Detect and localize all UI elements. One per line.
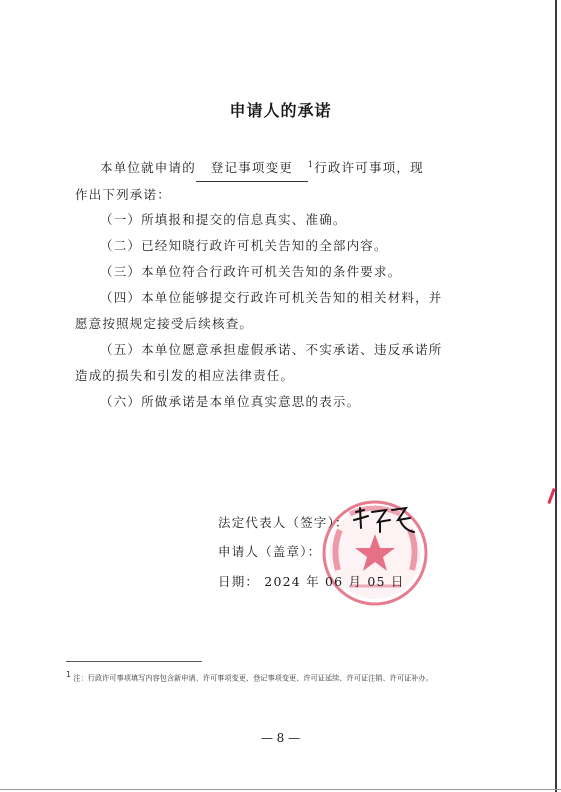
filled-item-field: 登记事项变更 [196,155,308,182]
intro-line-2: 作出下列承诺： [75,187,171,203]
commitment-item-5-cont: 造成的损失和引发的相应法律责任。 [75,368,295,383]
footnote-ref: 1 [307,160,315,169]
page-number: — 8 — [260,731,301,745]
intro-suffix: 行政许可事项，现 [314,160,424,176]
commitment-item-1: （一）所填报和提交的信息真实、准确。 [100,212,347,227]
commitment-item-4: （四）本单位能够提交行政许可机关告知的相关材料，并 [100,290,443,305]
intro-line-1 [75,152,495,182]
legal-rep-signature-line: 法定代表人（签字）： [218,515,349,530]
handwritten-signature [350,502,420,536]
commitment-list [75,207,495,415]
intro-paragraph [75,152,495,208]
page-title: 申请人的承诺 [229,101,332,120]
date-day: 05 [367,574,386,589]
applicant-seal-line: 申请人（盖章）： [218,544,322,559]
date-prefix: 日期： [218,574,260,589]
footnote-divider [66,661,202,662]
date-year-unit: 年 [306,574,320,589]
commitment-item-2: （二）已经知晓行政许可机关告知的全部内容。 [100,238,388,253]
intro-prefix: 本单位就申请的 [100,160,196,176]
date-year: 2024 [264,574,301,589]
date-month: 06 [325,574,344,589]
commitment-item-6: （六）所做承诺是本单位真实意思的表示。 [100,394,361,409]
footnote-marker: 1 [66,670,72,679]
footnote-text: 注：行政许可事项填写内容包含新申请、许可事项变更、登记事项变更、许可证延续、许可证注销、许可证补办。 [73,673,433,683]
commitment-item-3: （三）本单位符合行政许可机关告知的条件要求。 [100,264,402,279]
date-day-unit: 日 [390,574,405,589]
commitment-item-5: （五）本单位愿意承担虚假承诺、不实承诺、违反承诺所 [100,342,443,357]
date-line [218,572,405,590]
scan-edge-bottom [0,789,561,790]
footnote [66,669,491,684]
date-month-unit: 月 [348,574,363,589]
commitment-item-4-cont: 愿意按照规定接受后续核查。 [75,316,254,331]
